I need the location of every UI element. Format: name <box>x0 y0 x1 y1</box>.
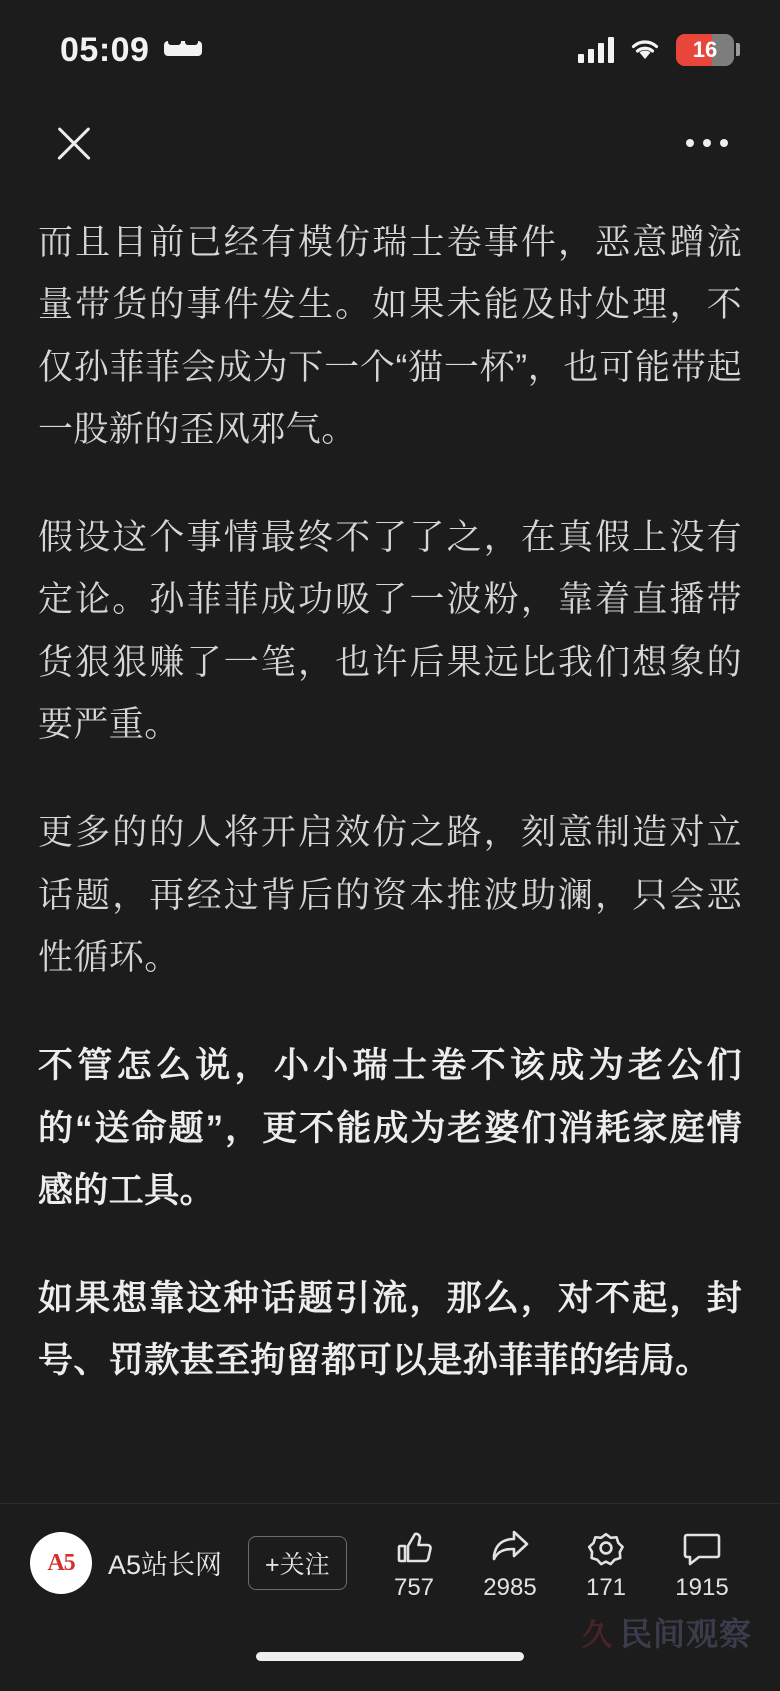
comment-icon <box>680 1526 724 1570</box>
status-bar-left <box>60 31 203 70</box>
like-button[interactable] <box>366 1526 462 1600</box>
article-paragraph: 假设这个事情最终不了了之，在真假上没有定论。孙菲菲成功吸了一波粉，靠着直播带货狠狠赚了一笔，也许后果远比我们想象的要严重。 <box>38 518 742 745</box>
comment-button[interactable] <box>654 1526 750 1600</box>
article-paragraph: 如果想靠这种话题引流，那么，对不起，封号、罚款甚至拘留都可以是孙菲菲的结局。 <box>38 1279 742 1381</box>
share-icon <box>488 1526 532 1570</box>
avatar[interactable] <box>30 1532 92 1594</box>
battery-indicator <box>676 34 734 66</box>
bed-icon <box>163 35 203 66</box>
comment-count: 1915 <box>675 1573 729 1601</box>
avatar-label: A5 <box>47 1549 75 1576</box>
close-icon[interactable] <box>52 121 96 165</box>
article-paragraph: 而且目前已经有模仿瑞士卷事件，恶意蹭流量带货的事件发生。如果未能及时处理，不仅孙菲菲会成为下一个“猫一杯”，也可能带起一股新的歪风邪气。 <box>38 223 742 449</box>
article-paragraph: 不管怎么说，小小瑞士卷不该成为老公们的“送命题”，更不能成为老婆们消耗家庭情感的工具。 <box>38 1046 742 1210</box>
home-indicator-area <box>0 1621 780 1691</box>
status-bar-right <box>578 34 734 66</box>
share-count: 2985 <box>483 1573 537 1601</box>
follow-button[interactable]: +关注 <box>248 1536 347 1590</box>
thumbs-up-icon <box>392 1526 436 1570</box>
favorite-button[interactable] <box>558 1526 654 1600</box>
navigation-bar <box>0 100 780 186</box>
status-bar-clock: 05:09 <box>60 30 150 69</box>
home-indicator[interactable] <box>256 1652 524 1661</box>
watermark-text: 民间观察 <box>619 1616 752 1652</box>
share-button[interactable] <box>462 1526 558 1600</box>
article-paragraph: 更多的的人将开启效仿之路，刻意制造对立话题，再经过背后的资本推波助澜，只会恶性循环。 <box>38 813 742 977</box>
battery-level: 16 <box>692 37 718 62</box>
like-count: 757 <box>393 1573 435 1601</box>
article-body <box>0 186 780 1503</box>
bottom-action-bar <box>0 1503 780 1652</box>
author-block[interactable] <box>30 1532 347 1594</box>
author-name: A5站长网 <box>108 1550 223 1580</box>
watermark-logo: 久 <box>581 1619 612 1652</box>
status-bar <box>0 0 780 100</box>
wifi-icon <box>628 35 662 66</box>
action-buttons <box>366 1526 750 1600</box>
favorite-count: 171 <box>585 1573 627 1601</box>
favorite-icon <box>584 1526 628 1570</box>
cellular-signal-icon <box>578 37 614 63</box>
more-options-icon[interactable] <box>686 139 728 147</box>
